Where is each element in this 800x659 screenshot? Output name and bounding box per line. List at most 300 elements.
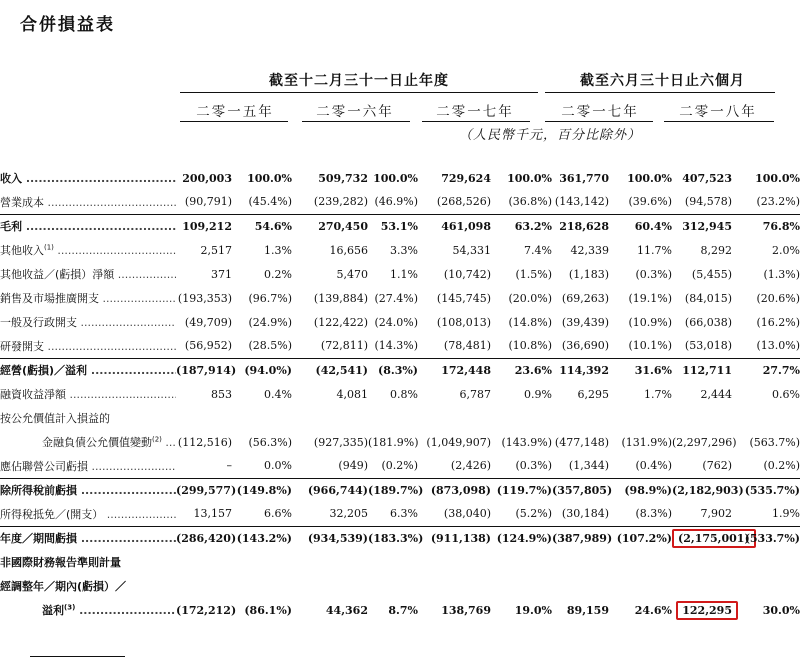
percent-cell: (16.2%) — [756, 315, 800, 329]
value-text: 853 — [211, 387, 232, 401]
percent-cell: 100.0% — [507, 171, 552, 185]
percent-cell: 7.4% — [524, 243, 552, 257]
year-rule-2015 — [180, 121, 288, 122]
row-label-text: 收入 — [0, 172, 22, 185]
value-text: (139,884) — [313, 291, 368, 305]
value-cell — [176, 238, 232, 262]
percent-cell: (14.3%) — [374, 339, 418, 353]
percent-cell: (0.2%) — [381, 459, 418, 473]
percent-cell: (24.9%) — [248, 315, 292, 329]
value-cell — [176, 502, 232, 526]
value-text: 5,470 — [336, 267, 368, 281]
value-cell — [176, 166, 232, 190]
year-header-2017: 二零一七年 — [436, 104, 514, 120]
value-cell — [418, 334, 491, 358]
value-cell — [292, 334, 368, 358]
percent-cell: 19.0% — [514, 603, 552, 617]
percent-cell: (0.2%) — [763, 459, 800, 473]
footnote-rule — [30, 656, 125, 657]
year-rule-2018-half — [664, 121, 774, 122]
row-label-text: 其他收入 — [0, 244, 44, 257]
percent-cell: (535.7%) — [732, 478, 800, 502]
percent-cell — [368, 550, 418, 574]
percent-cell: 31.6% — [609, 358, 672, 382]
percent-cell: (23.2%) — [756, 195, 800, 209]
percent-cell: 1.7% — [644, 387, 672, 401]
value-text: (187,914) — [176, 363, 237, 377]
value-cell — [552, 550, 609, 574]
table-row — [0, 190, 800, 214]
percent-cell: 53.1% — [368, 214, 418, 238]
value-text: (762) — [702, 459, 732, 473]
value-text: (2,426) — [450, 459, 491, 473]
value-cell — [672, 502, 732, 526]
value-cell — [672, 478, 744, 502]
percent-cell — [232, 406, 292, 430]
row-label — [0, 358, 176, 382]
percent-cell: (533.7%) — [732, 526, 800, 550]
percent-cell — [491, 406, 552, 430]
value-cell — [418, 190, 491, 214]
value-cell — [552, 286, 609, 310]
percent-cell: 0.4% — [264, 387, 292, 401]
value-cell — [418, 358, 491, 382]
value-text: 407,523 — [682, 171, 732, 185]
percent-cell — [609, 406, 672, 430]
percent-cell: (86.1%) — [244, 603, 292, 617]
percent-cell: (10.1%) — [628, 339, 672, 353]
table-row — [0, 286, 800, 310]
value-cell — [176, 430, 232, 454]
value-cell — [176, 550, 232, 574]
value-cell — [552, 262, 609, 286]
value-cell — [418, 502, 491, 526]
row-label — [0, 478, 176, 502]
value-cell — [418, 262, 491, 286]
value-cell — [552, 454, 609, 478]
percent-cell: 27.7% — [732, 358, 800, 382]
percent-cell: (24.0%) — [374, 315, 418, 329]
table-row — [0, 310, 800, 334]
value-cell — [176, 574, 232, 598]
percent-cell — [232, 574, 292, 598]
value-text: (268,526) — [436, 195, 491, 209]
table-row — [0, 430, 800, 454]
percent-cell: (143.9%) — [501, 435, 552, 449]
year-rule-2017-half — [545, 121, 653, 122]
row-label — [0, 382, 176, 406]
annual-group-header: 截至十二月三十一日止年度 — [269, 73, 449, 89]
value-text: (42,541) — [315, 363, 368, 377]
percent-cell — [232, 550, 292, 574]
value-cell — [672, 214, 732, 238]
percent-cell — [609, 550, 672, 574]
value-text: 42,339 — [570, 243, 609, 257]
percent-cell: (149.8%) — [232, 478, 292, 502]
value-cell — [552, 574, 609, 598]
percent-cell: (28.5%) — [248, 339, 292, 353]
value-cell — [176, 478, 237, 502]
percent-cell: (0.4%) — [635, 459, 672, 473]
footnote-marker: (2) — [152, 435, 162, 444]
value-cell — [292, 454, 368, 478]
value-cell — [418, 454, 491, 478]
percent-cell — [609, 574, 672, 598]
row-label — [0, 454, 176, 478]
percent-cell: (36.8%) — [508, 195, 552, 209]
percent-cell: (1.5%) — [515, 267, 552, 281]
row-label — [0, 166, 176, 190]
value-cell — [292, 310, 368, 334]
value-text: 200,003 — [182, 171, 232, 185]
percent-cell: 6.3% — [390, 507, 418, 521]
value-text: 2,517 — [200, 243, 232, 257]
value-cell — [672, 598, 732, 622]
row-label — [0, 310, 176, 334]
value-text: (112,516) — [177, 435, 232, 449]
value-cell — [418, 286, 491, 310]
table-row — [0, 382, 800, 406]
percent-cell: (39.6%) — [628, 195, 672, 209]
row-label-text: 所得稅抵免／(開支） — [0, 507, 104, 521]
value-cell — [672, 406, 732, 430]
value-cell — [292, 382, 368, 406]
table-row — [0, 262, 800, 286]
value-text: (911,138) — [430, 531, 491, 545]
value-text: 6,295 — [577, 387, 609, 401]
percent-cell: 0.0% — [264, 459, 292, 473]
percent-cell: (107.2%) — [609, 526, 672, 550]
percent-cell: 0.8% — [390, 387, 418, 401]
percent-cell: 1.1% — [390, 267, 418, 281]
table-row — [0, 454, 800, 478]
value-cell — [672, 574, 732, 598]
table-row — [0, 526, 800, 550]
value-text: (66,038) — [684, 315, 732, 329]
value-cell — [292, 214, 368, 238]
row-label — [0, 190, 176, 214]
percent-cell: (14.8%) — [508, 315, 552, 329]
row-label — [0, 574, 176, 598]
percent-cell: 100.0% — [755, 171, 800, 185]
percent-cell: 6.6% — [264, 507, 292, 521]
value-cell — [176, 526, 237, 550]
value-text: (38,040) — [443, 507, 491, 521]
value-text: 6,787 — [459, 387, 491, 401]
percent-cell: 24.6% — [634, 603, 672, 617]
value-text: (90,791) — [184, 195, 232, 209]
value-cell — [552, 478, 613, 502]
percent-cell: (10.9%) — [628, 315, 672, 329]
percent-cell: (143.2%) — [232, 526, 292, 550]
row-label-text: 溢利 — [42, 604, 64, 617]
value-cell — [176, 334, 232, 358]
value-cell — [552, 382, 609, 406]
value-text: (1,183) — [568, 267, 609, 281]
table-row — [0, 238, 800, 262]
value-cell — [418, 550, 491, 574]
highlighted-value: (2,175,001) — [672, 529, 756, 548]
value-text: 109,212 — [182, 219, 232, 233]
value-text: 270,450 — [318, 219, 368, 233]
percent-cell: 60.4% — [609, 214, 672, 238]
income-statement-table — [0, 166, 800, 622]
value-cell — [552, 334, 609, 358]
percent-cell: (46.9%) — [374, 195, 418, 209]
value-cell — [292, 502, 368, 526]
year-rule-2016 — [302, 121, 410, 122]
value-text: (286,420) — [176, 531, 237, 545]
percent-cell: (45.4%) — [248, 195, 292, 209]
value-cell — [418, 310, 491, 334]
row-label-text: 融資收益淨額 — [0, 388, 66, 401]
percent-cell: (183.3%) — [368, 526, 418, 550]
value-cell — [176, 358, 237, 382]
value-cell — [418, 430, 491, 454]
value-cell — [418, 166, 491, 190]
percent-cell: 0.9% — [524, 387, 552, 401]
value-text: (94,578) — [684, 195, 732, 209]
value-cell — [672, 286, 732, 310]
value-cell — [292, 430, 368, 454]
row-label-text: 一般及行政開支 — [0, 316, 77, 329]
value-text: (69,263) — [561, 291, 609, 305]
percent-cell: (189.7%) — [368, 478, 418, 502]
value-text: (966,744) — [307, 483, 368, 497]
value-cell — [418, 238, 491, 262]
value-cell — [292, 526, 368, 550]
percent-cell: 11.7% — [637, 243, 672, 257]
halfyear-group-rule — [545, 92, 775, 93]
value-cell — [552, 166, 609, 190]
percent-cell: 100.0% — [627, 171, 672, 185]
value-text: (53,018) — [684, 339, 732, 353]
value-text: (5,455) — [691, 267, 732, 281]
percent-cell: 1.3% — [264, 243, 292, 257]
value-cell — [176, 262, 232, 286]
value-cell — [176, 214, 232, 238]
row-label-text: 毛利 — [0, 220, 22, 234]
value-text: (2,297,296) — [672, 435, 737, 449]
year-header-2017-half: 二零一七年 — [561, 104, 639, 120]
value-cell — [418, 382, 491, 406]
percent-cell: 76.8% — [732, 214, 800, 238]
value-text: (49,709) — [184, 315, 232, 329]
percent-cell — [732, 550, 800, 574]
percent-cell: 3.3% — [390, 243, 418, 257]
row-label-text: 經營(虧損)／溢利 — [0, 364, 88, 378]
value-cell — [292, 262, 368, 286]
value-cell — [552, 406, 609, 430]
row-label — [0, 406, 176, 430]
value-text: 44,362 — [325, 603, 368, 617]
percent-cell: 2.0% — [772, 243, 800, 257]
percent-cell: 100.0% — [247, 171, 292, 185]
row-label-text: 按公允價值計入損益的 — [0, 412, 110, 425]
year-header-2016: 二零一六年 — [316, 104, 394, 120]
percent-cell: (56.3%) — [248, 435, 292, 449]
value-text: 114,392 — [559, 363, 609, 377]
table-row — [0, 334, 800, 358]
value-cell — [552, 214, 609, 238]
year-header-2015: 二零一五年 — [196, 104, 274, 120]
percent-cell: (96.7%) — [248, 291, 292, 305]
percent-cell: 1.9% — [772, 507, 800, 521]
value-cell — [292, 190, 368, 214]
row-label — [0, 526, 176, 550]
row-label — [0, 502, 176, 526]
percent-cell: (19.1%) — [628, 291, 672, 305]
row-label — [0, 550, 176, 574]
percent-cell: 0.6% — [772, 387, 800, 401]
value-cell — [292, 406, 368, 430]
year-rule-2017 — [422, 121, 530, 122]
value-cell — [672, 334, 732, 358]
unit-note: （人民幣千元，百分比除外） — [458, 128, 641, 143]
value-text: 32,205 — [329, 507, 368, 521]
value-text: (1,344) — [568, 459, 609, 473]
halfyear-group-header: 截至六月三十日止六個月 — [580, 73, 745, 89]
percent-cell: 30.0% — [762, 603, 800, 617]
value-text: (357,805) — [552, 483, 613, 497]
percent-cell: (8.3%) — [635, 507, 672, 521]
percent-cell: (124.9%) — [491, 526, 552, 550]
value-cell — [672, 166, 732, 190]
value-cell — [418, 526, 491, 550]
value-text: (2,182,903) — [672, 483, 744, 497]
value-text: 312,945 — [682, 219, 732, 233]
value-cell — [292, 574, 368, 598]
table-row — [0, 478, 800, 502]
value-cell — [552, 238, 609, 262]
value-cell — [176, 406, 232, 430]
value-cell — [672, 310, 732, 334]
value-text: (108,013) — [436, 315, 491, 329]
value-text: (84,015) — [684, 291, 732, 305]
value-text: (56,952) — [184, 339, 232, 353]
value-text: (387,989) — [552, 531, 613, 545]
value-text: (299,577) — [176, 483, 237, 497]
row-label — [0, 262, 176, 286]
value-cell — [418, 406, 491, 430]
percent-cell — [491, 550, 552, 574]
value-cell — [552, 526, 613, 550]
row-label — [0, 238, 176, 262]
percent-cell: (0.3%) — [635, 267, 672, 281]
value-cell — [672, 430, 737, 454]
percent-cell: (1.3%) — [763, 267, 800, 281]
percent-cell: 23.6% — [491, 358, 552, 382]
percent-cell: (5.2%) — [515, 507, 552, 521]
table-row — [0, 166, 800, 190]
percent-cell: (563.7%) — [749, 435, 800, 449]
value-text: 54,331 — [452, 243, 491, 257]
value-text: 138,769 — [441, 603, 491, 617]
value-text: 89,159 — [566, 603, 609, 617]
value-text: – — [226, 459, 232, 473]
row-label-text: 非國際財務報告準則計量 — [0, 556, 121, 569]
value-cell — [672, 454, 732, 478]
percent-cell: 0.2% — [264, 267, 292, 281]
value-cell — [176, 310, 232, 334]
value-text: 461,098 — [441, 219, 491, 233]
value-cell — [672, 262, 732, 286]
percent-cell: (131.9%) — [621, 435, 672, 449]
row-label-text: 除所得稅前虧損 — [0, 484, 77, 498]
value-cell — [292, 238, 368, 262]
value-text: (193,353) — [177, 291, 232, 305]
percent-cell: (10.8%) — [508, 339, 552, 353]
value-cell — [292, 598, 368, 622]
row-label — [0, 598, 176, 622]
value-cell — [176, 598, 237, 622]
value-text: (10,742) — [443, 267, 491, 281]
row-label — [0, 286, 176, 310]
value-cell — [176, 190, 232, 214]
value-cell — [176, 454, 232, 478]
value-cell — [292, 286, 368, 310]
row-label-text: 金融負債公允價值變動 — [42, 436, 152, 449]
row-label-text: 銷售及市場推廣開支 — [0, 292, 99, 305]
value-text: (30,184) — [561, 507, 609, 521]
row-label-text: 其他收益／(虧損）淨額 — [0, 268, 115, 281]
value-text: 16,656 — [329, 243, 368, 257]
value-cell — [418, 478, 491, 502]
value-cell — [552, 598, 609, 622]
value-text: 172,448 — [441, 363, 491, 377]
percent-cell — [732, 574, 800, 598]
percent-cell: (119.7%) — [491, 478, 552, 502]
value-cell — [672, 238, 732, 262]
percent-cell — [491, 574, 552, 598]
value-text: (143,142) — [554, 195, 609, 209]
value-text: 2,444 — [700, 387, 732, 401]
percent-cell: (27.4%) — [374, 291, 418, 305]
value-text: (873,098) — [430, 483, 491, 497]
value-cell — [552, 310, 609, 334]
percent-cell: 63.2% — [491, 214, 552, 238]
value-text: (934,539) — [307, 531, 368, 545]
footnote-marker: (3) — [64, 603, 76, 612]
value-text: (145,745) — [436, 291, 491, 305]
value-text: (949) — [338, 459, 368, 473]
value-text: (36,690) — [561, 339, 609, 353]
percent-cell: (94.0%) — [232, 358, 292, 382]
value-text: 361,770 — [559, 171, 609, 185]
row-label-text: 營業成本 — [0, 195, 44, 209]
table-row — [0, 550, 800, 574]
table-row — [0, 358, 800, 382]
table-row — [0, 406, 800, 430]
value-text: 218,628 — [559, 219, 609, 233]
table-row — [0, 598, 800, 622]
value-cell — [552, 190, 609, 214]
percent-cell — [368, 406, 418, 430]
annual-group-rule — [180, 92, 538, 93]
value-cell — [672, 190, 732, 214]
row-label-text: 研發開支 — [0, 339, 44, 353]
value-cell — [176, 286, 232, 310]
highlighted-value: 122,295 — [676, 601, 738, 620]
percent-cell: 8.7% — [388, 603, 418, 617]
value-cell — [552, 358, 609, 382]
value-text: (239,282) — [313, 195, 368, 209]
page-title: 合併損益表 — [20, 15, 115, 35]
value-cell — [418, 574, 491, 598]
value-cell — [672, 550, 732, 574]
row-label-text: 年度／期間虧損 — [0, 532, 77, 546]
percent-cell: (20.0%) — [508, 291, 552, 305]
